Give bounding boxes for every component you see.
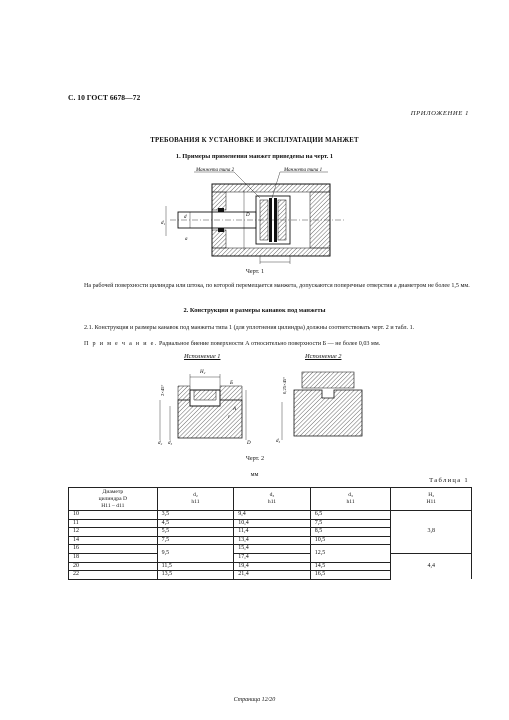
dim-label-r: r: [228, 415, 230, 420]
table-header-row: [69, 488, 472, 511]
header-d3-b: d₃ h11: [310, 488, 391, 511]
table-row: 22 13,5 21,4 16,5: [69, 571, 472, 580]
dim-label-d3: d₃: [168, 441, 173, 446]
section-2-heading: 2. Конструкция и размеры канавок под манжеты: [183, 307, 326, 314]
table-caption: Таблица 1: [429, 477, 469, 484]
note-text: Радиальное биение поверхности А относительно поверхности Б — не более 0,03 мм.: [159, 341, 381, 347]
dim-label-D-fig2: D: [247, 441, 251, 446]
dim-label-chamfer-small: 0,25×45°: [282, 376, 287, 394]
section-2-note: [68, 340, 472, 349]
execution-2-label: Исполнение 2: [305, 353, 342, 360]
dim-label-h2: H₂: [200, 370, 206, 375]
cuff-type-1-label: Манжета типа 1: [284, 168, 323, 173]
drawing-1-caption: Черт. 1: [245, 268, 265, 275]
table-row: 11 4,5 10,4 7,5: [69, 519, 472, 528]
dim-label-d2: d₂: [158, 441, 163, 446]
drawing-2-caption: Черт. 2: [245, 455, 265, 462]
dim-label-d: d: [184, 215, 187, 220]
h2-value-group-1: 3,8: [391, 511, 472, 554]
header-h2: H₂ H11: [391, 488, 472, 511]
table-row: 10 3,5 9,4 6,5 3,8: [69, 511, 472, 520]
cuff-type-2-label: Манжета типа 2: [196, 168, 235, 173]
dim-label-D: D: [246, 213, 250, 218]
h2-value-group-2: 4,4: [391, 553, 472, 579]
drawing-2-execution-2: [272, 366, 372, 446]
dim-label-a: a: [185, 237, 188, 242]
section-1-paragraph: На рабочей поверхности цилиндра или штока, по которой перемещается манжета, допускаются поперечные отверстия a диаметром не более 1,5 мм.: [84, 283, 470, 289]
table-unit: мм: [250, 471, 259, 478]
header-diameter: Диаметр цилиндра D H11 – d11: [69, 488, 158, 511]
surface-label-b: Б: [230, 381, 233, 386]
drawing-2-execution-1: [150, 360, 256, 448]
section-2-paragraph: 2.1. Конструкция и размеры канавок под манжеты типа 1 (для уплотнения цилиндра) должны соответствовать черт. 2 и табл. 1.: [84, 325, 415, 331]
page-header: С. 10 ГОСТ 6678—72: [68, 93, 141, 102]
appendix-label: ПРИЛОЖЕНИЕ 1: [410, 110, 469, 117]
table-row: 20 11,5 19,4 14,5: [69, 562, 472, 571]
dimensions-table: [68, 487, 472, 580]
dim-label-d3-exec2: d₃: [276, 439, 281, 444]
surface-label-a: А: [233, 407, 237, 412]
note-label: П р и м е ч а н и е.: [84, 341, 158, 347]
table-row: 18 17,4 4,4: [69, 553, 472, 562]
drawing-1: [160, 164, 356, 268]
table-row: 12 5,5 11,4 8,5: [69, 528, 472, 537]
table-row: 14 7,5 13,4 10,5: [69, 536, 472, 545]
dim-label-d1: d₁: [161, 221, 166, 226]
header-d2: d₂ h11: [157, 488, 234, 511]
table-row: 16 9,5 15,4 12,5: [69, 545, 472, 554]
execution-1-label: Исполнение 1: [184, 353, 221, 360]
page-footer: Страница 12/20: [233, 697, 276, 703]
header-d3-a: d₃ h11: [234, 488, 311, 511]
document-title: ТРЕБОВАНИЯ К УСТАНОВКЕ И ЭКСПЛУАТАЦИИ МАНЖЕТ: [150, 137, 359, 144]
dim-label-chamfer: 2×45°: [160, 384, 165, 396]
section-1-heading: 1. Примеры применения манжет приведены на черт. 1: [175, 153, 334, 160]
